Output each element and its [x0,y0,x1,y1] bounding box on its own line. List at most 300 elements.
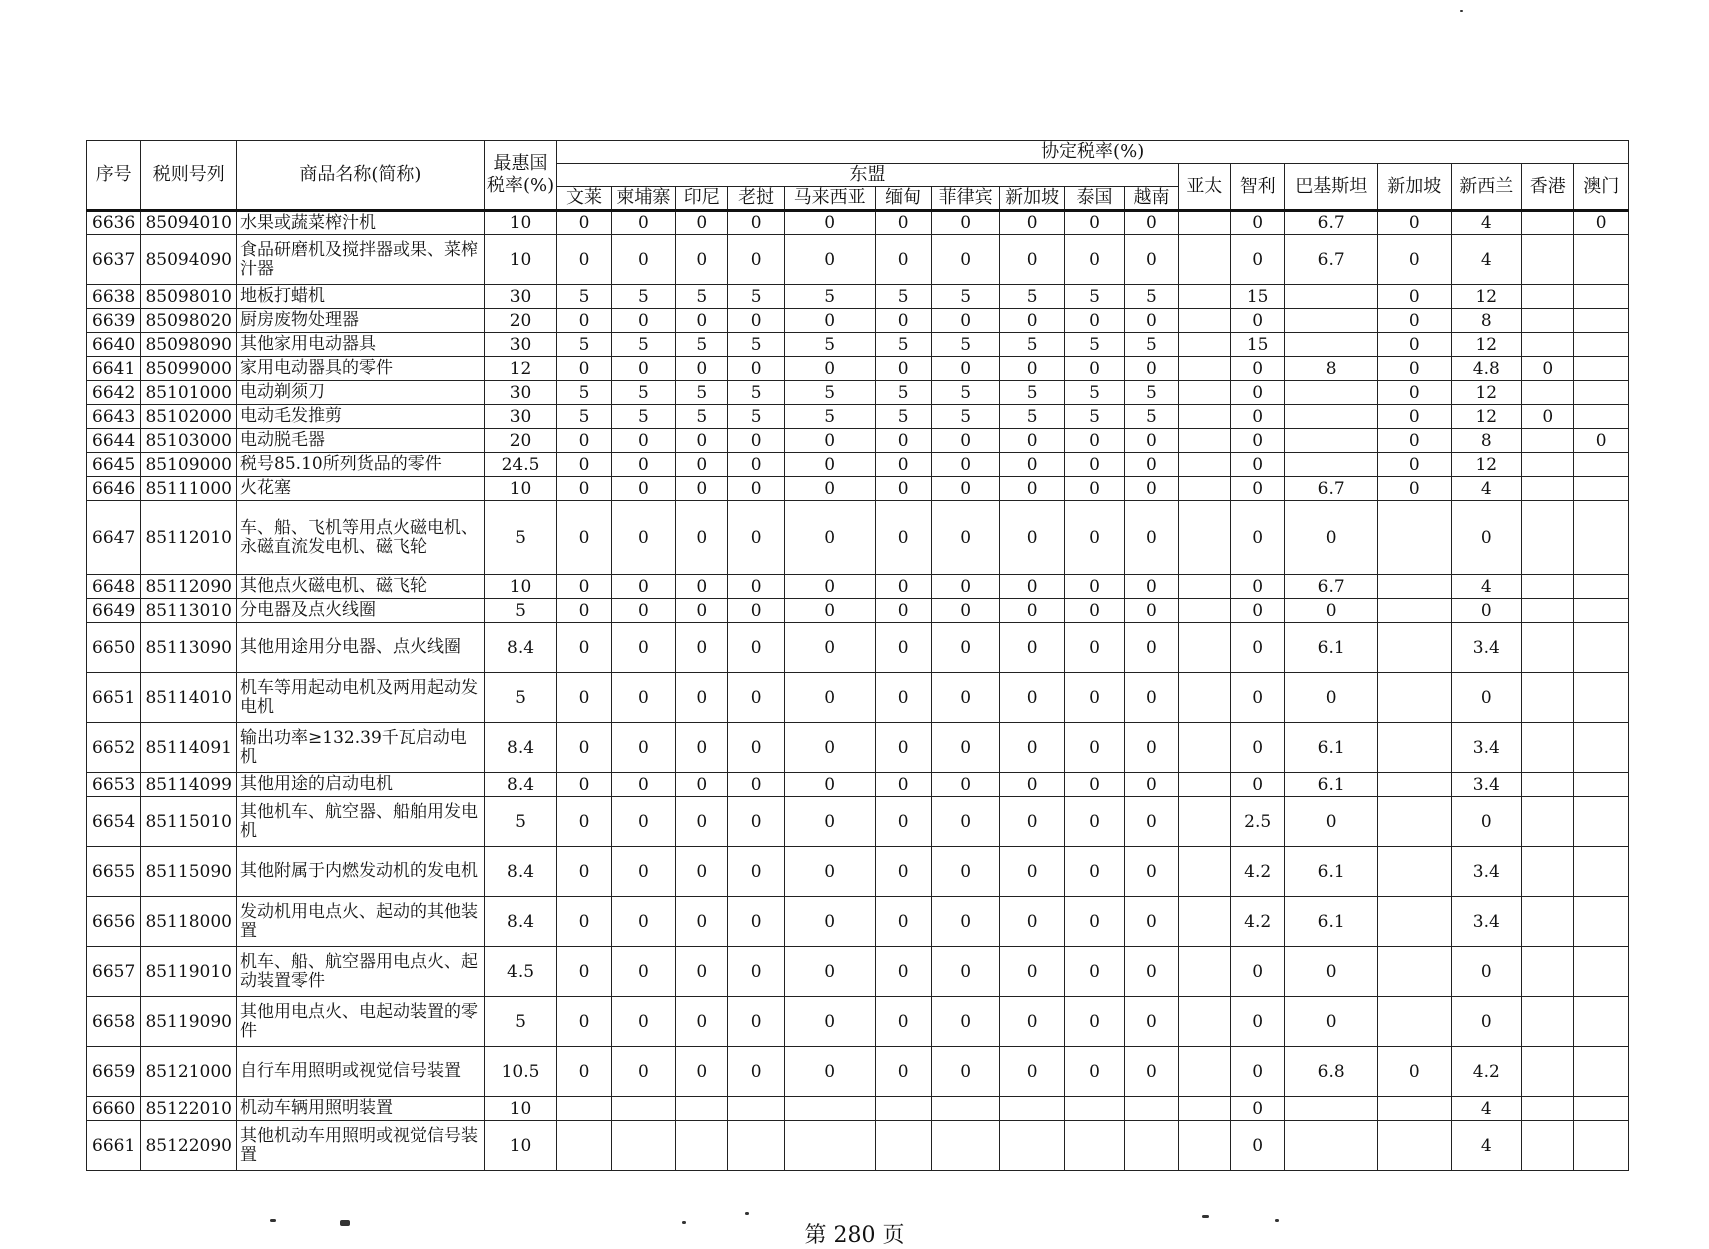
row-code: 85109000 [141,453,237,477]
asean-rate [1000,1121,1064,1171]
agreement-rate: 4.2 [1451,1047,1522,1097]
asean-rate: 0 [676,773,728,797]
asean-rate: 0 [784,477,875,501]
asean-rate: 0 [676,897,728,947]
agreement-rate: 0 [1378,285,1452,309]
agreement-rate: 6.1 [1285,623,1378,673]
row-seq: 6653 [87,773,141,797]
agreement-rate [1378,897,1452,947]
asean-rate: 0 [611,211,675,235]
row-code: 85114010 [141,673,237,723]
table-row [87,333,1629,357]
agreement-rate [1574,1047,1629,1097]
asean-rate: 5 [728,285,784,309]
asean-rate: 0 [875,575,931,599]
agreement-rate [1574,997,1629,1047]
asean-rate: 0 [931,847,999,897]
agreement-rate [1178,381,1230,405]
agreement-rate [1574,333,1629,357]
asean-rate: 0 [676,235,728,285]
asean-rate: 0 [931,235,999,285]
agreement-rate [1574,897,1629,947]
asean-rate: 0 [557,211,611,235]
agreement-rate: 0 [1574,211,1629,235]
agreement-rate [1285,405,1378,429]
row-code: 85101000 [141,381,237,405]
agreement-rate: 6.1 [1285,847,1378,897]
asean-rate: 0 [557,847,611,897]
asean-rate: 0 [1125,797,1178,847]
asean-rate: 0 [728,575,784,599]
agreement-rate: 4 [1451,1121,1522,1171]
asean-rate: 0 [875,211,931,235]
agreement-rate [1522,381,1574,405]
row-seq: 6651 [87,673,141,723]
asean-rate: 5 [1000,285,1064,309]
asean-rate: 0 [676,453,728,477]
asean-rate: 0 [1125,773,1178,797]
asean-rate: 0 [611,501,675,575]
row-mfn-rate: 10 [484,1097,557,1121]
agreement-rate: 8 [1285,357,1378,381]
row-seq: 6655 [87,847,141,897]
scan-speck [682,1221,686,1224]
table-row [87,623,1629,673]
asean-rate: 0 [557,599,611,623]
row-mfn-rate: 10 [484,1121,557,1171]
asean-rate: 0 [557,235,611,285]
asean-rate: 0 [784,575,875,599]
asean-rate: 0 [1125,897,1178,947]
asean-rate: 0 [875,309,931,333]
agreement-rate: 12 [1451,405,1522,429]
asean-rate: 0 [875,947,931,997]
asean-rate: 0 [728,847,784,897]
asean-rate: 0 [676,947,728,997]
row-mfn-rate: 10.5 [484,1047,557,1097]
scan-speck [340,1220,350,1226]
row-seq: 6642 [87,381,141,405]
asean-rate: 0 [611,723,675,773]
asean-rate: 0 [1064,501,1124,575]
row-code: 85115010 [141,797,237,847]
agreement-rate [1522,501,1574,575]
table-row [87,997,1629,1047]
agreement-rate [1178,723,1230,773]
agreement-rate: 0 [1231,997,1285,1047]
asean-rate: 0 [1000,897,1064,947]
row-seq: 6648 [87,575,141,599]
row-code: 85094010 [141,211,237,235]
row-name: 其他附属于内燃发动机的发电机 [237,847,485,897]
asean-rate: 0 [611,897,675,947]
row-name: 电动脱毛器 [237,429,485,453]
agreement-rate: 0 [1285,947,1378,997]
agreement-rate [1522,477,1574,501]
asean-rate: 0 [728,897,784,947]
asean-rate: 0 [1064,477,1124,501]
row-mfn-rate: 5 [484,997,557,1047]
row-mfn-rate: 5 [484,797,557,847]
header-asean-member: 柬埔寨 [611,187,675,211]
agreement-rate [1574,575,1629,599]
agreement-rate [1574,847,1629,897]
asean-rate: 0 [784,357,875,381]
asean-rate: 5 [676,285,728,309]
row-seq: 6654 [87,797,141,847]
asean-rate: 0 [611,599,675,623]
agreement-rate: 0 [1378,477,1452,501]
agreement-rate [1378,997,1452,1047]
agreement-rate [1522,599,1574,623]
asean-rate: 0 [1125,623,1178,673]
table-row [87,599,1629,623]
asean-rate: 0 [931,623,999,673]
asean-rate: 5 [1064,285,1124,309]
agreement-rate [1378,501,1452,575]
asean-rate: 0 [784,797,875,847]
asean-rate: 0 [931,1047,999,1097]
asean-rate: 0 [728,947,784,997]
header-asean-member: 越南 [1125,187,1178,211]
agreement-rate [1378,847,1452,897]
agreement-rate [1178,285,1230,309]
asean-rate: 0 [1125,211,1178,235]
header-seq: 序号 [87,141,141,211]
asean-rate: 0 [931,897,999,947]
asean-rate: 5 [611,285,675,309]
agreement-rate: 0 [1231,673,1285,723]
agreement-rate [1178,405,1230,429]
asean-rate: 0 [728,773,784,797]
asean-rate: 0 [1064,575,1124,599]
asean-rate: 0 [611,477,675,501]
row-code: 85099000 [141,357,237,381]
asean-rate: 0 [728,429,784,453]
agreement-rate [1285,1121,1378,1171]
row-name: 其他家用电动器具 [237,333,485,357]
asean-rate: 0 [1125,235,1178,285]
asean-rate: 0 [1064,797,1124,847]
asean-rate: 0 [1000,847,1064,897]
agreement-rate: 4.2 [1231,847,1285,897]
asean-rate: 0 [1064,623,1124,673]
agreement-rate [1522,211,1574,235]
asean-rate: 0 [557,357,611,381]
agreement-rate: 3.4 [1451,773,1522,797]
agreement-rate: 6.7 [1285,477,1378,501]
agreement-rate: 8 [1451,429,1522,453]
row-code: 85098010 [141,285,237,309]
agreement-rate [1522,575,1574,599]
agreement-rate [1574,673,1629,723]
asean-rate: 0 [728,623,784,673]
asean-rate: 0 [784,723,875,773]
asean-rate: 0 [728,477,784,501]
agreement-rate [1522,723,1574,773]
asean-rate: 0 [931,797,999,847]
asean-rate: 0 [875,997,931,1047]
agreement-rate: 0 [1231,501,1285,575]
agreement-rate [1178,1097,1230,1121]
asean-rate: 5 [875,285,931,309]
row-name: 发动机用电点火、起动的其他装置 [237,897,485,947]
asean-rate: 5 [1064,333,1124,357]
row-seq: 6636 [87,211,141,235]
agreement-rate: 0 [1285,599,1378,623]
agreement-rate [1522,847,1574,897]
row-name: 其他机动车用照明或视觉信号装置 [237,1121,485,1171]
agreement-rate [1285,333,1378,357]
asean-rate: 0 [1125,847,1178,897]
row-name: 其他用电点火、电起动装置的零件 [237,997,485,1047]
scan-speck [1460,10,1463,12]
agreement-rate: 4.8 [1451,357,1522,381]
agreement-rate [1178,773,1230,797]
asean-rate: 0 [557,1047,611,1097]
agreement-rate [1574,723,1629,773]
asean-rate: 0 [676,723,728,773]
asean-rate: 5 [931,405,999,429]
asean-rate: 5 [875,333,931,357]
agreement-rate [1522,897,1574,947]
agreement-rate: 0 [1285,673,1378,723]
agreement-rate: 0 [1378,381,1452,405]
asean-rate [1064,1097,1124,1121]
asean-rate: 0 [875,1047,931,1097]
agreement-rate [1574,453,1629,477]
asean-rate: 0 [931,211,999,235]
asean-rate: 0 [1064,1047,1124,1097]
agreement-rate [1522,453,1574,477]
table-row [87,575,1629,599]
agreement-rate: 0 [1231,599,1285,623]
asean-rate: 0 [1000,997,1064,1047]
agreement-rate [1522,947,1574,997]
agreement-rate: 15 [1231,285,1285,309]
agreement-rate: 0 [1231,1097,1285,1121]
table-row [87,1097,1629,1121]
table-row [87,429,1629,453]
agreement-rate [1178,429,1230,453]
asean-rate: 0 [931,575,999,599]
asean-rate: 0 [557,453,611,477]
agreement-rate [1178,309,1230,333]
row-code: 85119010 [141,947,237,997]
asean-rate: 5 [931,381,999,405]
row-name: 分电器及点火线圈 [237,599,485,623]
row-mfn-rate: 30 [484,333,557,357]
agreement-rate: 0 [1451,947,1522,997]
agreement-rate: 0 [1574,429,1629,453]
asean-rate: 0 [931,947,999,997]
asean-rate: 5 [1125,405,1178,429]
agreement-rate: 0 [1285,797,1378,847]
header-other-1: 智利 [1231,164,1285,211]
agreement-rate: 4 [1451,477,1522,501]
row-mfn-rate: 24.5 [484,453,557,477]
agreement-rate [1285,1097,1378,1121]
table-row [87,501,1629,575]
agreement-rate: 0 [1378,1047,1452,1097]
asean-rate: 0 [1064,599,1124,623]
asean-rate: 0 [875,673,931,723]
asean-rate: 0 [1064,453,1124,477]
asean-rate: 0 [611,309,675,333]
asean-rate: 0 [1000,797,1064,847]
asean-rate: 0 [784,453,875,477]
asean-rate: 0 [1125,1047,1178,1097]
agreement-rate: 15 [1231,333,1285,357]
row-seq: 6659 [87,1047,141,1097]
row-name: 家用电动器具的零件 [237,357,485,381]
agreement-rate: 0 [1378,405,1452,429]
agreement-rate: 3.4 [1451,723,1522,773]
asean-rate: 0 [728,1047,784,1097]
row-seq: 6656 [87,897,141,947]
row-code: 85119090 [141,997,237,1047]
agreement-rate: 4 [1451,235,1522,285]
table-row [87,847,1629,897]
row-mfn-rate: 20 [484,429,557,453]
agreement-rate [1178,897,1230,947]
header-asean-member: 马来西亚 [784,187,875,211]
agreement-rate: 0 [1378,333,1452,357]
row-code: 85114091 [141,723,237,773]
asean-rate: 0 [931,773,999,797]
header-other-3: 新加坡 [1378,164,1452,211]
agreement-rate [1378,1097,1452,1121]
asean-rate: 0 [931,309,999,333]
row-name: 厨房废物处理器 [237,309,485,333]
asean-rate: 0 [784,599,875,623]
row-mfn-rate: 8.4 [484,723,557,773]
asean-rate: 0 [875,453,931,477]
asean-rate [931,1121,999,1171]
asean-rate: 0 [1000,599,1064,623]
asean-rate [676,1121,728,1171]
asean-rate: 0 [784,897,875,947]
asean-rate: 0 [676,623,728,673]
agreement-rate [1522,1047,1574,1097]
agreement-rate: 0 [1378,357,1452,381]
row-seq: 6660 [87,1097,141,1121]
asean-rate: 5 [875,405,931,429]
asean-rate: 5 [676,405,728,429]
asean-rate: 5 [1125,285,1178,309]
asean-rate: 0 [1125,429,1178,453]
row-mfn-rate: 10 [484,575,557,599]
agreement-rate: 0 [1451,673,1522,723]
row-seq: 6637 [87,235,141,285]
asean-rate: 0 [676,599,728,623]
asean-rate [557,1097,611,1121]
row-seq: 6650 [87,623,141,673]
agreement-rate [1574,477,1629,501]
header-asean-member: 泰国 [1064,187,1124,211]
agreement-rate [1178,235,1230,285]
row-seq: 6643 [87,405,141,429]
asean-rate: 0 [1064,235,1124,285]
agreement-rate [1574,797,1629,847]
asean-rate: 0 [1125,723,1178,773]
row-code: 85113090 [141,623,237,673]
row-code: 85118000 [141,897,237,947]
asean-rate: 0 [611,997,675,1047]
agreement-rate [1178,477,1230,501]
scan-speck [270,1219,276,1222]
row-code: 85115090 [141,847,237,897]
asean-rate: 5 [557,333,611,357]
header-asean-member: 新加坡 [1000,187,1064,211]
agreement-rate [1378,797,1452,847]
row-mfn-rate: 30 [484,381,557,405]
asean-rate: 0 [784,947,875,997]
table-row [87,381,1629,405]
agreement-rate: 0 [1231,477,1285,501]
asean-rate: 0 [1064,357,1124,381]
asean-rate: 0 [1000,477,1064,501]
agreement-rate [1574,357,1629,381]
agreement-rate [1574,1097,1629,1121]
row-name: 其他用途的启动电机 [237,773,485,797]
asean-rate: 0 [784,501,875,575]
asean-rate: 5 [611,381,675,405]
asean-rate: 0 [676,211,728,235]
agreement-rate [1178,357,1230,381]
agreement-rate: 0 [1231,357,1285,381]
agreement-rate [1574,309,1629,333]
agreement-rate: 4 [1451,211,1522,235]
row-name: 车、船、飞机等用点火磁电机、永磁直流发电机、磁飞轮 [237,501,485,575]
asean-rate: 0 [1000,235,1064,285]
agreement-rate: 0 [1378,453,1452,477]
asean-rate: 0 [611,773,675,797]
table-row [87,723,1629,773]
asean-rate: 0 [875,623,931,673]
agreement-rate: 0 [1522,405,1574,429]
asean-rate: 0 [1064,947,1124,997]
asean-rate: 0 [931,477,999,501]
asean-rate: 5 [1125,381,1178,405]
asean-rate: 0 [676,501,728,575]
asean-rate [1125,1121,1178,1171]
row-name: 电动剃须刀 [237,381,485,405]
table-row [87,405,1629,429]
asean-rate [875,1121,931,1171]
asean-rate: 5 [784,285,875,309]
row-seq: 6645 [87,453,141,477]
asean-rate: 0 [557,797,611,847]
asean-rate: 0 [1125,673,1178,723]
row-mfn-rate: 30 [484,405,557,429]
table-row [87,797,1629,847]
asean-rate: 0 [875,797,931,847]
agreement-rate: 6.7 [1285,235,1378,285]
row-mfn-rate: 8.4 [484,623,557,673]
asean-rate: 0 [1000,947,1064,997]
agreement-rate [1574,773,1629,797]
header-other-6: 澳门 [1574,164,1629,211]
agreement-rate: 0 [1231,773,1285,797]
asean-rate: 0 [1064,997,1124,1047]
asean-rate [728,1121,784,1171]
header-asean-member: 印尼 [676,187,728,211]
asean-rate [784,1121,875,1171]
asean-rate: 0 [611,235,675,285]
agreement-rate [1574,235,1629,285]
row-seq: 6658 [87,997,141,1047]
